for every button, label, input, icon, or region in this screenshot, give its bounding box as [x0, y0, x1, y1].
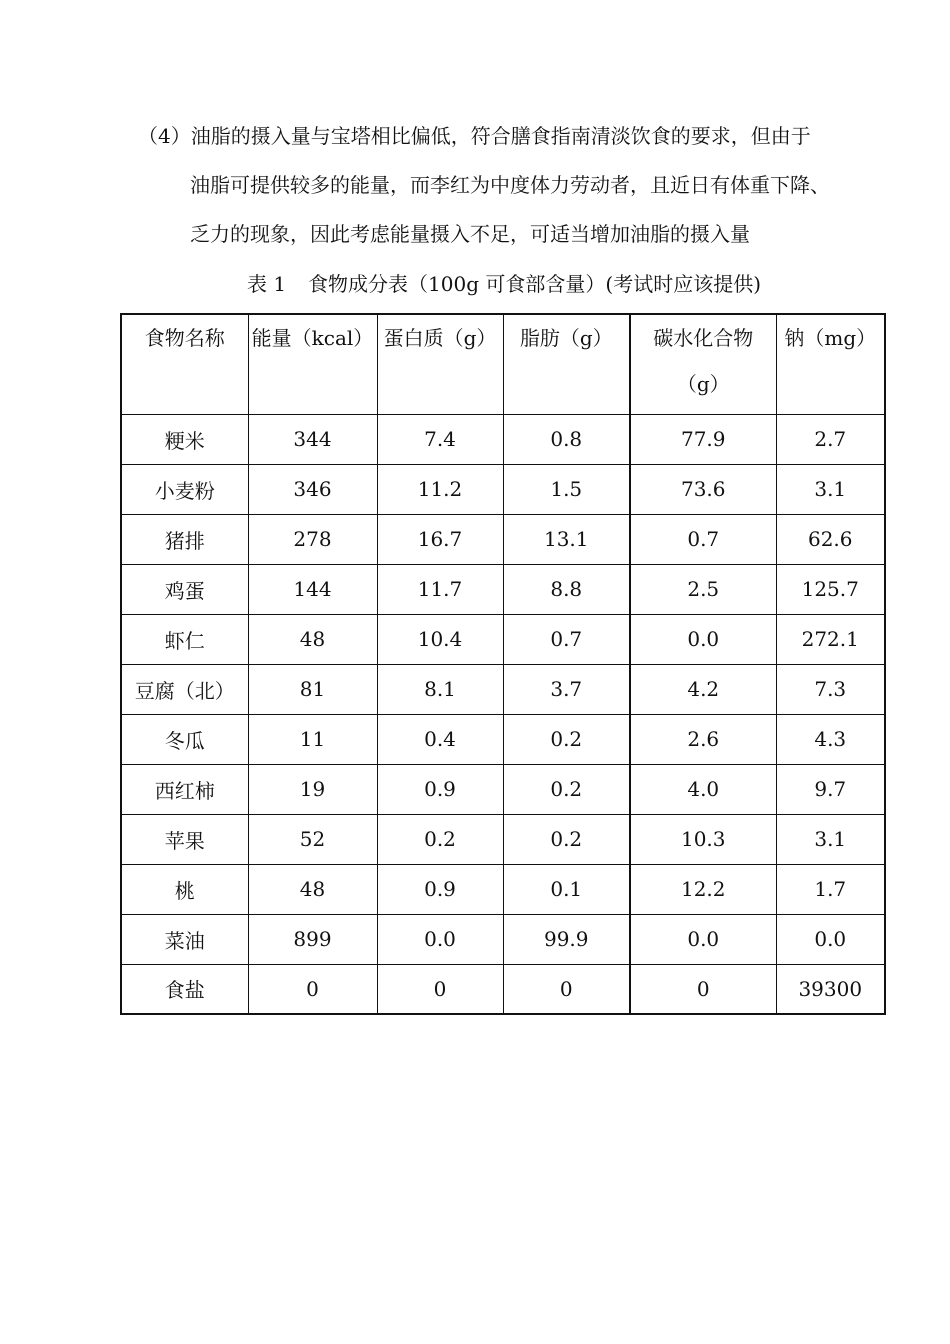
cell-sodium: 0.0 [776, 914, 885, 964]
cell-energy: 19 [248, 764, 377, 814]
cell-food-name: 菜油 [121, 914, 248, 964]
table-caption [0, 268, 950, 300]
cell-protein: 0.9 [377, 864, 503, 914]
cell-food-name: 冬瓜 [121, 714, 248, 764]
cell-fat: 0.2 [503, 764, 630, 814]
cell-food-name: 小麦粉 [121, 464, 248, 514]
cell-carbohydrate: 0 [630, 964, 776, 1014]
cell-energy: 11 [248, 714, 377, 764]
cell-fat: 0 [503, 964, 630, 1014]
table-row [121, 414, 885, 464]
table-row [121, 464, 885, 514]
table-row [121, 914, 885, 964]
cell-food-name: 猪排 [121, 514, 248, 564]
table-caption-label: 表 1 [246, 272, 287, 296]
cell-energy: 48 [248, 614, 377, 664]
cell-carbohydrate: 0.0 [630, 914, 776, 964]
answer-paragraph [138, 112, 898, 259]
cell-fat: 3.7 [503, 664, 630, 714]
table-row [121, 764, 885, 814]
header-carbohydrate-label: 碳水化合物 [653, 326, 754, 350]
cell-energy: 81 [248, 664, 377, 714]
table-body [121, 414, 885, 1014]
cell-food-name: 西红柿 [121, 764, 248, 814]
cell-sodium: 3.1 [776, 464, 885, 514]
cell-carbohydrate: 0.7 [630, 514, 776, 564]
cell-protein: 11.2 [377, 464, 503, 514]
cell-sodium: 1.7 [776, 864, 885, 914]
cell-energy: 52 [248, 814, 377, 864]
header-fat: 脂肪（g） [503, 314, 630, 414]
cell-energy: 899 [248, 914, 377, 964]
table-row [121, 564, 885, 614]
paragraph-line: 油脂可提供较多的能量，而李红为中度体力劳动者，且近日有体重下降、 [190, 173, 830, 197]
cell-carbohydrate: 2.6 [630, 714, 776, 764]
header-energy: 能量（kcal） [248, 314, 377, 414]
cell-food-name: 豆腐（北） [121, 664, 248, 714]
cell-energy: 48 [248, 864, 377, 914]
cell-food-name: 粳米 [121, 414, 248, 464]
cell-fat: 8.8 [503, 564, 630, 614]
cell-sodium: 4.3 [776, 714, 885, 764]
cell-energy: 144 [248, 564, 377, 614]
cell-fat: 0.2 [503, 714, 630, 764]
cell-fat: 0.7 [503, 614, 630, 664]
table-caption-text: 食物成分表（100g 可食部含量）(考试时应该提供) [308, 272, 762, 296]
cell-energy: 0 [248, 964, 377, 1014]
cell-sodium: 62.6 [776, 514, 885, 564]
cell-carbohydrate: 10.3 [630, 814, 776, 864]
cell-protein: 0.9 [377, 764, 503, 814]
cell-food-name: 苹果 [121, 814, 248, 864]
cell-protein: 0.2 [377, 814, 503, 864]
cell-sodium: 272.1 [776, 614, 885, 664]
cell-carbohydrate: 77.9 [630, 414, 776, 464]
cell-carbohydrate: 0.0 [630, 614, 776, 664]
table-row [121, 664, 885, 714]
cell-protein: 0.0 [377, 914, 503, 964]
cell-carbohydrate: 4.2 [630, 664, 776, 714]
cell-food-name: 鸡蛋 [121, 564, 248, 614]
cell-food-name: 桃 [121, 864, 248, 914]
cell-sodium: 9.7 [776, 764, 885, 814]
cell-sodium: 3.1 [776, 814, 885, 864]
header-protein: 蛋白质（g） [377, 314, 503, 414]
cell-fat: 13.1 [503, 514, 630, 564]
table-row [121, 814, 885, 864]
cell-sodium: 39300 [776, 964, 885, 1014]
cell-energy: 346 [248, 464, 377, 514]
cell-energy: 278 [248, 514, 377, 564]
cell-sodium: 125.7 [776, 564, 885, 614]
cell-sodium: 2.7 [776, 414, 885, 464]
cell-protein: 10.4 [377, 614, 503, 664]
cell-carbohydrate: 12.2 [630, 864, 776, 914]
cell-protein: 7.4 [377, 414, 503, 464]
cell-protein: 8.1 [377, 664, 503, 714]
cell-fat: 0.8 [503, 414, 630, 464]
cell-fat: 1.5 [503, 464, 630, 514]
table-row [121, 714, 885, 764]
paragraph-line: 乏力的现象，因此考虑能量摄入不足，可适当增加油脂的摄入量 [190, 222, 750, 246]
header-food-name: 食物名称 [121, 314, 248, 414]
food-composition-table [120, 313, 886, 1015]
table-header-row [121, 314, 885, 414]
cell-protein: 16.7 [377, 514, 503, 564]
header-carbohydrate-unit: （g） [676, 372, 730, 396]
cell-energy: 344 [248, 414, 377, 464]
table-row [121, 964, 885, 1014]
table-row [121, 614, 885, 664]
header-sodium: 钠（mg） [776, 314, 885, 414]
paragraph-line: （4）油脂的摄入量与宝塔相比偏低，符合膳食指南清淡饮食的要求，但由于 [138, 124, 811, 148]
cell-carbohydrate: 4.0 [630, 764, 776, 814]
cell-food-name: 虾仁 [121, 614, 248, 664]
cell-protein: 11.7 [377, 564, 503, 614]
cell-sodium: 7.3 [776, 664, 885, 714]
table-row [121, 864, 885, 914]
cell-protein: 0 [377, 964, 503, 1014]
header-carbohydrate [630, 314, 776, 414]
cell-fat: 0.1 [503, 864, 630, 914]
cell-protein: 0.4 [377, 714, 503, 764]
cell-carbohydrate: 73.6 [630, 464, 776, 514]
cell-fat: 99.9 [503, 914, 630, 964]
cell-carbohydrate: 2.5 [630, 564, 776, 614]
cell-food-name: 食盐 [121, 964, 248, 1014]
cell-fat: 0.2 [503, 814, 630, 864]
table-row [121, 514, 885, 564]
